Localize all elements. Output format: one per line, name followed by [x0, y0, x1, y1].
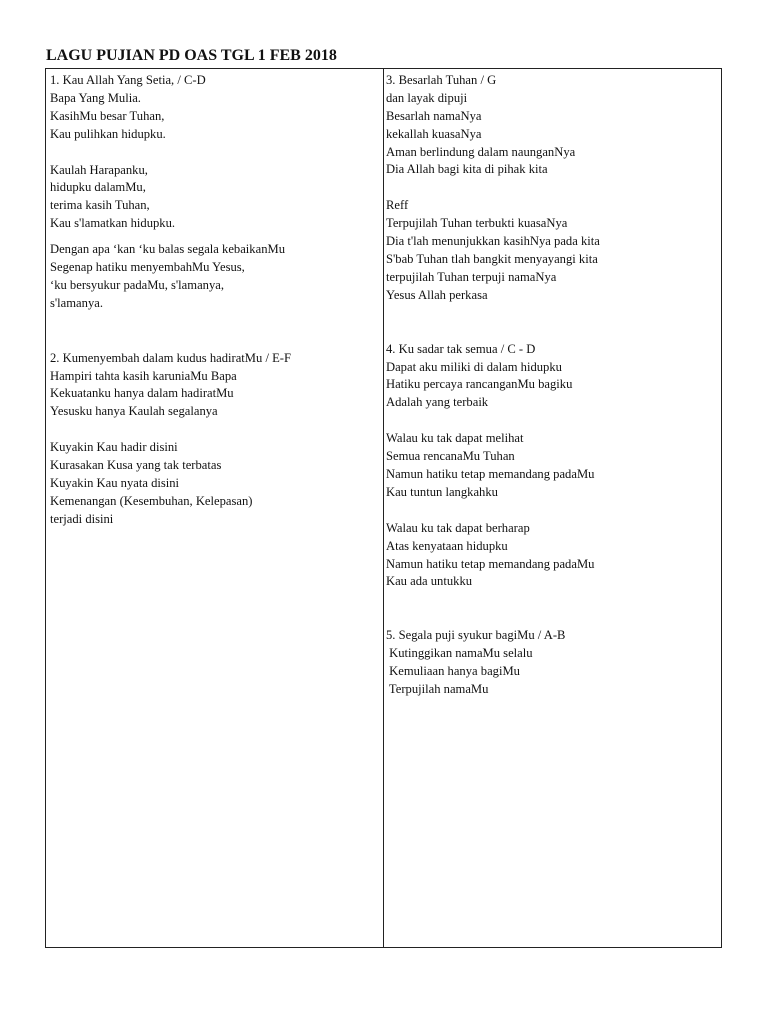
lyric-line: Bapa Yang Mulia. — [50, 90, 141, 105]
lyric-line: Aman berlindung dalam naunganNya — [386, 144, 576, 159]
lyric-line: Yesus Allah perkasa — [386, 287, 488, 302]
lyric-line: hidupku dalamMu, — [50, 180, 146, 195]
lyric-line: Walau ku tak dapat berharap — [386, 520, 530, 535]
lyric-line: Dapat aku miliki di dalam hidupku — [386, 359, 562, 374]
lyric-line: Besarlah namaNya — [386, 108, 482, 123]
lyric-line: Kekuatanku hanya dalam hadiratMu — [50, 386, 234, 401]
lyric-line: Hampiri tahta kasih karuniaMu Bapa — [50, 368, 237, 383]
lyric-line: S'bab Tuhan tlah bangkit menyayangi kita — [386, 252, 598, 267]
right-column — [386, 72, 720, 699]
song-5 — [386, 627, 720, 699]
lyric-line: Kurasakan Kusa yang tak terbatas — [50, 458, 222, 473]
song-heading: 2. Kumenyembah dalam kudus hadiratMu / E-F — [50, 350, 291, 365]
lyric-line: Namun hatiku tetap memandang padaMu — [386, 467, 595, 482]
lyric-line: Dia t'lah menunjukkan kasihNya pada kita — [386, 234, 600, 249]
lyric-line: Atas kenyataan hidupku — [386, 538, 508, 553]
lyric-line: Kau pulihkan hidupku. — [50, 126, 166, 141]
lyric-line: kekallah kuasaNya — [386, 126, 482, 141]
lyric-line: Kau tuntun langkahku — [386, 484, 498, 499]
lyric-line: Hatiku percaya rancanganMu bagiku — [386, 377, 573, 392]
lyric-line: Kaulah Harapanku, — [50, 162, 148, 177]
reff-label: Reff — [386, 198, 409, 213]
lyric-line: Kemenangan (Kesembuhan, Kelepasan) — [50, 493, 253, 508]
lyric-line: Kutinggikan namaMu selalu — [386, 646, 533, 661]
lyric-line: terpujilah Tuhan terpuji namaNya — [386, 269, 557, 284]
song-3 — [386, 72, 720, 305]
lyric-line: Yesusku hanya Kaulah segalanya — [50, 404, 218, 419]
song-2 — [50, 350, 380, 529]
lyric-line: terjadi disini — [50, 511, 114, 526]
lyric-line: Adalah yang terbaik — [386, 395, 489, 410]
lyric-line: KasihMu besar Tuhan, — [50, 108, 165, 123]
song-1 — [50, 72, 380, 313]
lyric-line: Kuyakin Kau nyata disini — [50, 476, 180, 491]
song-heading: 3. Besarlah Tuhan / G — [386, 73, 497, 87]
lyrics-table — [45, 68, 722, 948]
lyric-line: Semua rencanaMu Tuhan — [386, 449, 515, 464]
song-heading: 4. Ku sadar tak semua / C - D — [386, 341, 536, 356]
lyric-line: Walau ku tak dapat melihat — [386, 431, 524, 446]
song-heading: 1. Kau Allah Yang Setia, / C-D — [50, 73, 206, 87]
lyric-line: Kuyakin Kau hadir disini — [50, 440, 178, 455]
lyric-line: ‘ku bersyukur padaMu, s'lamanya, — [50, 277, 224, 292]
song-heading: 5. Segala puji syukur bagiMu / A-B — [386, 628, 566, 643]
lyric-line: Terpujilah Tuhan terbukti kuasaNya — [386, 216, 568, 231]
page-title: LAGU PUJIAN PD OAS TGL 1 FEB 2018 — [46, 47, 337, 64]
lyric-line: Terpujilah namaMu — [386, 682, 489, 697]
left-column — [50, 72, 380, 529]
song-4 — [386, 341, 720, 592]
lyric-line: Dia Allah bagi kita di pihak kita — [386, 162, 548, 177]
lyric-line: Dengan apa ‘kan ‘ku balas segala kebaikanMu — [50, 242, 285, 257]
lyric-line: terima kasih Tuhan, — [50, 198, 150, 213]
lyric-line: Namun hatiku tetap memandang padaMu — [386, 556, 595, 571]
column-divider — [383, 69, 384, 947]
lyric-line: Kemuliaan hanya bagiMu — [386, 664, 520, 679]
lyric-line: Kau ada untukku — [386, 574, 473, 589]
lyric-line: Segenap hatiku menyembahMu Yesus, — [50, 260, 245, 275]
lyric-line: dan layak dipuji — [386, 90, 468, 105]
lyric-line: s'lamanya. — [50, 295, 103, 310]
lyric-line: Kau s'lamatkan hidupku. — [50, 216, 176, 231]
